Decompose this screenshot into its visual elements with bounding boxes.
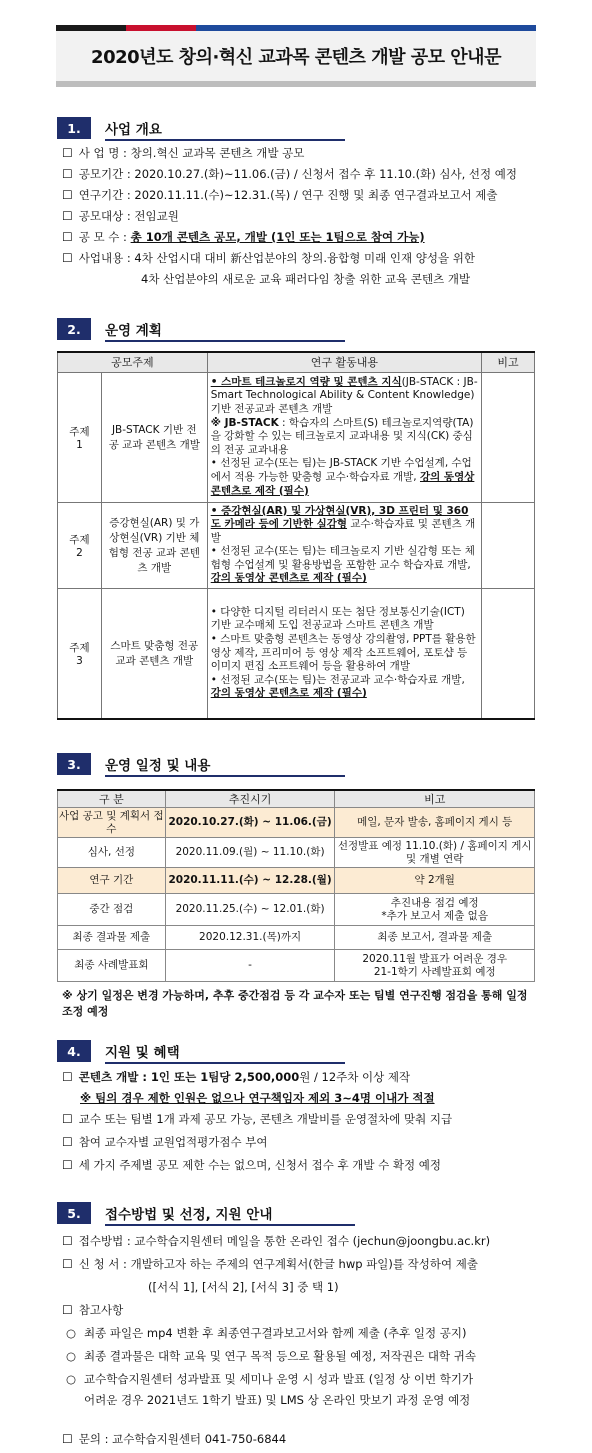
header-topic: 공모주제 [58, 352, 208, 372]
section-number: 5. [57, 1202, 91, 1224]
section-5-header [57, 1202, 292, 1224]
schedule-category: 최종 결과물 제출 [58, 926, 166, 950]
section-number: 2. [57, 318, 91, 340]
count-prefix: 공 모 수 : [78, 230, 131, 244]
table-row [58, 502, 535, 589]
list-item: ※ JB-STACK : 학습자의 스마트(S) 테크놀로지역량(TA)을 강화할 수 있는 테크놀로지 교과내용 및 지식(CK) 중심의 전공 교과내용 [210, 416, 474, 456]
overview-count [62, 229, 425, 245]
header-category: 구 분 [58, 790, 166, 808]
section-label: 운영 일정 및 내용 [105, 758, 211, 774]
header-note: 비고 [335, 790, 535, 808]
table-row [58, 894, 535, 926]
topic-id: 주제 1 [58, 372, 102, 502]
overview-content: ☐ 사업내용 : 4차 산업시대 대비 新산업분야의 창의.융합형 미래 인재 양성을 위한 [62, 250, 475, 266]
schedule-note-text: ※ 상기 일정은 변경 가능하며, 추후 중간점검 등 각 교수자 또는 팀별 연구진행 점검을 통해 일정 조정 예정 [62, 989, 528, 1018]
support-item-4: ☐ 참여 교수자별 교원업적평가점수 부여 [62, 1134, 267, 1150]
topic-name: JB-STACK 기반 전공 교과 콘텐츠 개발 [101, 372, 207, 502]
reference-item-3: ○ 교수학습지원센터 성과발표 및 세미나 운영 시 성과 발표 (일정 상 이번 학기가 [66, 1371, 473, 1387]
topic-items [207, 589, 481, 719]
schedule-when: - [165, 950, 335, 982]
header-note: 비고 [482, 352, 535, 372]
topic-items [207, 502, 481, 589]
section-number: 3. [57, 753, 91, 775]
topic-id: 주제 3 [58, 589, 102, 719]
support-item-1: ☐ 콘텐츠 개발 : 1인 또는 1팀당 2,500,000원 / 12주차 이상 제작 [62, 1069, 410, 1085]
topic-note [482, 372, 535, 502]
header-content: 연구 활동내용 [207, 352, 481, 372]
list-item: • 선정된 교수(또는 팀)는 테크놀로지 기반 실감형 또는 체험형 수업설계 및 활용방법을 포함한 교수 학습자료 개발, 강의 동영상 콘텐츠로 제작 (필수) [210, 545, 475, 585]
schedule-note: 선정발표 예정 11.10.(화) / 홈페이지 게시 및 개별 연락 [335, 838, 535, 868]
topic-note [482, 502, 535, 589]
contact-info: ☐ 문의 : 교수학습지원센터 041-750-6844 [62, 1431, 286, 1447]
list-item: • 선정된 교수(또는 팀)는 JB-STACK 기반 수업설계, 수업에서 적용 가능한 맞춤형 교수·학습자료 개발, 강의 동영상 콘텐츠로 제작 (필수) [210, 457, 475, 497]
section-label: 접수방법 및 선정, 지원 안내 [105, 1207, 273, 1223]
section-4-header [57, 1040, 200, 1062]
section-label: 운영 계획 [105, 323, 162, 339]
section-2-header [57, 318, 182, 340]
schedule-note: 최종 보고서, 결과물 제출 [335, 926, 535, 950]
table-row [58, 838, 535, 868]
title-shadow [56, 81, 536, 87]
header-when: 추진시기 [165, 790, 335, 808]
list-item: • 증강현실(AR) 및 가상현실(VR), 3D 프린터 및 360도 카메라 등에 기반한 실감형 교수·학습자료 및 콘텐츠 개발 [210, 504, 476, 544]
section-number: 4. [57, 1040, 91, 1062]
support-item-5: ☐ 세 가지 주제별 공모 제한 수는 없으며, 신청서 접수 후 개발 수 확정 예정 [62, 1157, 441, 1173]
overview-research: ☐ 연구기간 : 2020.11.11.(수)~12.31.(목) / 연구 진행 및 최종 연구결과보고서 제출 [62, 187, 497, 203]
section-label: 지원 및 혜택 [105, 1045, 180, 1061]
section-3-header [57, 753, 230, 775]
topic-items [207, 372, 481, 502]
reference-item-2: ○ 최종 결과물은 대학 교육 및 연구 목적 등으로 활용될 예정, 저작권은 대학 귀속 [66, 1348, 476, 1364]
schedule-category: 최종 사례발표회 [58, 950, 166, 982]
schedule-category: 심사, 선정 [58, 838, 166, 868]
topic-name: 증강현실(AR) 및 가상현실(VR) 기반 체험형 전공 교과 콘텐츠 개발 [101, 502, 207, 589]
apply-reference: ☐ 참고사항 [62, 1302, 123, 1318]
count-value: 총 10개 콘텐츠 공모, 개발 (1인 또는 1팀으로 참여 가능) [130, 230, 425, 244]
list-item: • 스마트 맞춤형 콘텐츠는 동영상 강의촬영, PPT를 활용한 영상 제작, 프리미어 등 영상 제작 소프트웨어, 포토샵 등 이미지 편집 소프트웨어 등을 활용하여 개발 [210, 632, 476, 673]
schedule-table-header [58, 790, 535, 808]
schedule-when: 2020.10.27.(화) ~ 11.06.(금) [165, 808, 335, 838]
schedule-note: 추진내용 점검 예정 *추가 보고서 제출 없음 [335, 894, 535, 926]
plan-table-header [58, 352, 535, 372]
topic-id: 주제 2 [58, 502, 102, 589]
list-item: • 스마트 테크놀로지 역량 및 콘텐츠 지식(JB-STACK : JB-Smart Technological Ability & Content Knowledge) 기반 전공교과 콘텐츠 개발 [210, 375, 478, 416]
title-box [56, 31, 536, 81]
reference-item-3-cont: 어려운 경우 2021년도 1학기 발표) 및 LMS 상 온라인 맛보기 과정 운영 예정 [84, 1393, 471, 1407]
schedule-category: 연구 기간 [58, 868, 166, 894]
plan-table [57, 351, 535, 720]
schedule-when: 2020.11.25.(수) ~ 12.01.(화) [165, 894, 335, 926]
apply-method: ☐ 접수방법 : 교수학습지원센터 메일을 통한 온라인 접수 (jechun@joongbu.ac.kr) [62, 1233, 490, 1249]
table-row [58, 868, 535, 894]
schedule-note: 메일, 문자 발송, 홈페이지 게시 등 [335, 808, 535, 838]
apply-form: ☐ 신 청 서 : 개발하고자 하는 주제의 연구계획서(한글 hwp 파일)를 작성하여 제출 [62, 1256, 478, 1272]
topic-note [482, 589, 535, 719]
page-title: 2020년도 창의·혁신 교과목 콘텐츠 개발 공모 안내문 [91, 47, 501, 68]
table-row [58, 950, 535, 982]
support-item-3: ☐ 교수 또는 팀별 1개 과제 공모 가능, 콘텐츠 개발비를 운영절차에 맞춰 지급 [62, 1111, 452, 1127]
list-item: • 다양한 디지털 리터러시 또는 첨단 정보통신기술(ICT) 기반 교수매체 도입 전공교과 스마트 콘텐츠 개발 [210, 605, 465, 632]
section-number: 1. [57, 117, 91, 139]
overview-name: ☐ 사 업 명 : 창의.혁신 교과목 콘텐츠 개발 공모 [62, 145, 304, 161]
schedule-note: 2020.11월 발표가 어려운 경우 21-1학기 사례발표회 예정 [335, 950, 535, 982]
reference-item-1: ○ 최종 파일은 mp4 변환 후 최종연구결과보고서와 함께 제출 (추후 일정 공지) [66, 1325, 466, 1341]
overview-content-2: 4차 산업분야의 새로운 교육 패러다임 창출 위한 교육 콘텐츠 개발 [141, 272, 471, 286]
schedule-when: 2020.11.09.(월) ~ 11.10.(화) [165, 838, 335, 868]
list-item: • 선정된 교수(또는 팀)는 전공교과 교수·학습자료 개발, 강의 동영상 콘텐츠로 제작 (필수) [210, 673, 465, 700]
table-row [58, 372, 535, 502]
apply-form-options: ([서식 1], [서식 2], [서식 3] 중 택 1) [148, 1280, 339, 1294]
schedule-when: 2020.12.31.(목)까지 [165, 926, 335, 950]
overview-period: ☐ 공모기간 : 2020.10.27.(화)~11.06.(금) / 신청서 접수 후 11.10.(화) 심사, 선정 예정 [62, 166, 517, 182]
schedule-category: 중간 점검 [58, 894, 166, 926]
overview-target: ☐ 공모대상 : 전임교원 [62, 208, 179, 224]
schedule-when: 2020.11.11.(수) ~ 12.28.(월) [165, 868, 335, 894]
section-label: 사업 개요 [105, 122, 162, 138]
schedule-table [57, 789, 535, 982]
table-row [58, 589, 535, 719]
support-item-2: ※ 팀의 경우 제한 인원은 없으나 연구책임자 제외 3~4명 이내가 적절 [80, 1091, 435, 1105]
table-row [58, 926, 535, 950]
table-row [58, 808, 535, 838]
schedule-note: 약 2개월 [335, 868, 535, 894]
schedule-category: 사업 공고 및 계획서 접수 [58, 808, 166, 838]
section-1-header [57, 117, 182, 139]
topic-name: 스마트 맞춤형 전공 교과 콘텐츠 개발 [101, 589, 207, 719]
